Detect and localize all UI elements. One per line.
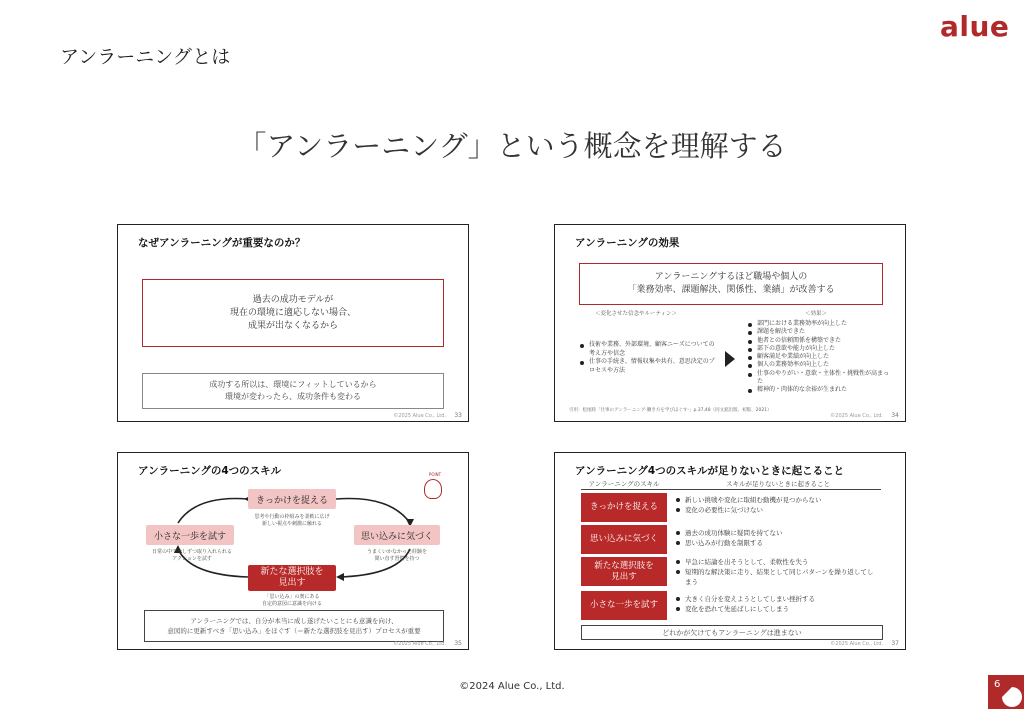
skill-caption: 思考や行動の枠組みを柔軟に広げ 新しい視点や刺激に触れる	[254, 514, 330, 527]
page-number-badge	[988, 675, 1024, 709]
explanation-box: 成功する所以は、環境にフィットしているから 環境が変わったら、成功条件も変わる	[142, 373, 444, 409]
left-column-header: ＜変化させた信念やルーティン＞	[595, 311, 678, 317]
skill-find-new-options: 新たな選択肢を 見出す	[248, 565, 336, 591]
slide-number: 37	[891, 640, 899, 647]
skill-row-label: 小さな一歩を試す	[581, 591, 667, 620]
key-reason-box: 過去の成功モデルが 現在の環境に適応しない場合、 成果が出なくなるから	[142, 279, 444, 347]
column-header-consequences: スキルが足りないときに起きること	[726, 480, 830, 488]
list-item: 精神的・肉体的な余裕が生まれた	[747, 386, 893, 394]
slide-footer: ©2025 Alue Co., Ltd.	[393, 413, 446, 419]
list-item: 部下の意欲や能力が向上した	[747, 345, 893, 353]
effects-list	[747, 320, 893, 395]
arrow-right-icon	[725, 351, 735, 367]
bulb-label: POINT	[428, 472, 442, 477]
skill-row-items	[675, 594, 815, 614]
list-item: 仕事の手続き、情報収集や共有、意思決定のプロセスや方法	[579, 358, 715, 375]
list-item: 早急に結論を出そうとして、柔軟性を失う	[675, 557, 875, 567]
list-item: 顧客満足や業績が向上した	[747, 353, 893, 361]
list-item: 仕事のやりがい・意欲・主体性・挑戦性が高まった	[747, 370, 893, 387]
corner-mark-icon	[1002, 687, 1022, 707]
slide-footer: ©2025 Alue Co., Ltd.	[830, 413, 883, 419]
slide-thumbnail-skill-gaps	[554, 452, 906, 650]
list-item: 短期的な解決策に走り、結果として同じパターンを繰り返してしまう	[675, 567, 875, 587]
skill-row-items	[675, 528, 783, 548]
slide-number: 35	[454, 640, 462, 647]
skill-row-items	[675, 495, 822, 515]
skill-caption: うまくいかなかった経験を 問い直す習慣を持つ	[366, 549, 427, 562]
list-item: 部門における業務効率が向上した	[747, 320, 893, 328]
page-number: 6	[994, 679, 1001, 690]
slide-number: 33	[454, 412, 462, 419]
copyright: ©2024 Alue Co., Ltd.	[459, 681, 565, 692]
list-item: 他者との信頼関係を構築できた	[747, 337, 893, 345]
alue-logo: alue	[940, 10, 1010, 43]
list-item: 変化の必要性に気づけない	[675, 505, 822, 515]
lightbulb-icon	[424, 479, 442, 499]
slide-title: アンラーニングの効果	[575, 237, 680, 249]
skill-caption: 日常の中で少しずつ取り入れられる アクションを試す	[151, 549, 232, 562]
slide-footer: ©2025 Alue Co., Ltd.	[830, 641, 883, 647]
skill-try-small-step: 小さな一歩を試す	[146, 525, 234, 545]
list-item: 過去の成功体験に疑問を持てない	[675, 528, 783, 538]
slide-footer: ©2025 Alue Co., Ltd.	[393, 641, 446, 647]
source-citation: 引用：松尾睦「仕事のアンラーニング-働き方を学びほぐす-」p.37,48（同文舘出版、初版、2021）	[569, 408, 772, 413]
page-title: アンラーニングとは	[60, 46, 231, 68]
skill-row-label: きっかけを捉える	[581, 493, 667, 522]
right-column-header: ＜効果＞	[805, 311, 828, 317]
column-header-skills: アンラーニングのスキル	[588, 480, 660, 488]
list-item: 課題を解決できた	[747, 328, 893, 336]
slide-thumbnail-four-skills	[117, 452, 469, 650]
slide-thumbnail-why-unlearning	[117, 224, 469, 422]
skill-caption: 「思い込み」の奥にある 自定的意図に意識を向ける	[261, 594, 322, 607]
list-item: 技術や業務、外部環境、顧客ニーズについての考え方や信念	[579, 341, 715, 358]
main-heading: 「アンラーニング」という概念を理解する	[237, 129, 787, 163]
list-item: 個人の業務効率が向上した	[747, 361, 893, 369]
skill-row-label: 新たな選択肢を 見出す	[581, 557, 667, 586]
skill-row-items	[675, 557, 875, 587]
slide-thumbnail-unlearning-effects	[554, 224, 906, 422]
list-item: 思い込みが行動を制限する	[675, 538, 783, 548]
header-divider	[581, 489, 881, 490]
list-item: 大きく自分を変えようとしてしまい挫折する	[675, 594, 815, 604]
list-item: 新しい挑戦や変化に取組む動機が見つからない	[675, 495, 822, 505]
conclusion-box: どれかが欠けてもアンラーニングは進まない	[581, 625, 883, 640]
slide-title: アンラーニング4つのスキルが足りないときに起こること	[575, 465, 845, 477]
skill-notice-assumptions: 思い込みに気づく	[354, 525, 440, 545]
skill-row-label: 思い込みに気づく	[581, 525, 667, 554]
slide-number: 34	[891, 412, 899, 419]
changed-beliefs-list	[579, 341, 715, 375]
process-summary-box: アンラーニングでは、自分が本当に成し遂げたいことにも意識を向け、 意図的に更新すべき「思い込み」をほぐす（＝新たな選択肢を見出す）プロセスが重要	[144, 610, 444, 642]
slide-title: なぜアンラーニングが重要なのか？	[138, 237, 306, 249]
effect-summary-box: アンラーニングするほど職場や個人の 「業務効率、課題解決、関係性、業績」が改善する	[579, 263, 883, 305]
list-item: 変化を恐れて先延ばしにしてしまう	[675, 604, 815, 614]
skill-spot-trigger: きっかけを捉える	[248, 489, 336, 509]
slide-title: アンラーニングの4つのスキル	[138, 465, 282, 477]
